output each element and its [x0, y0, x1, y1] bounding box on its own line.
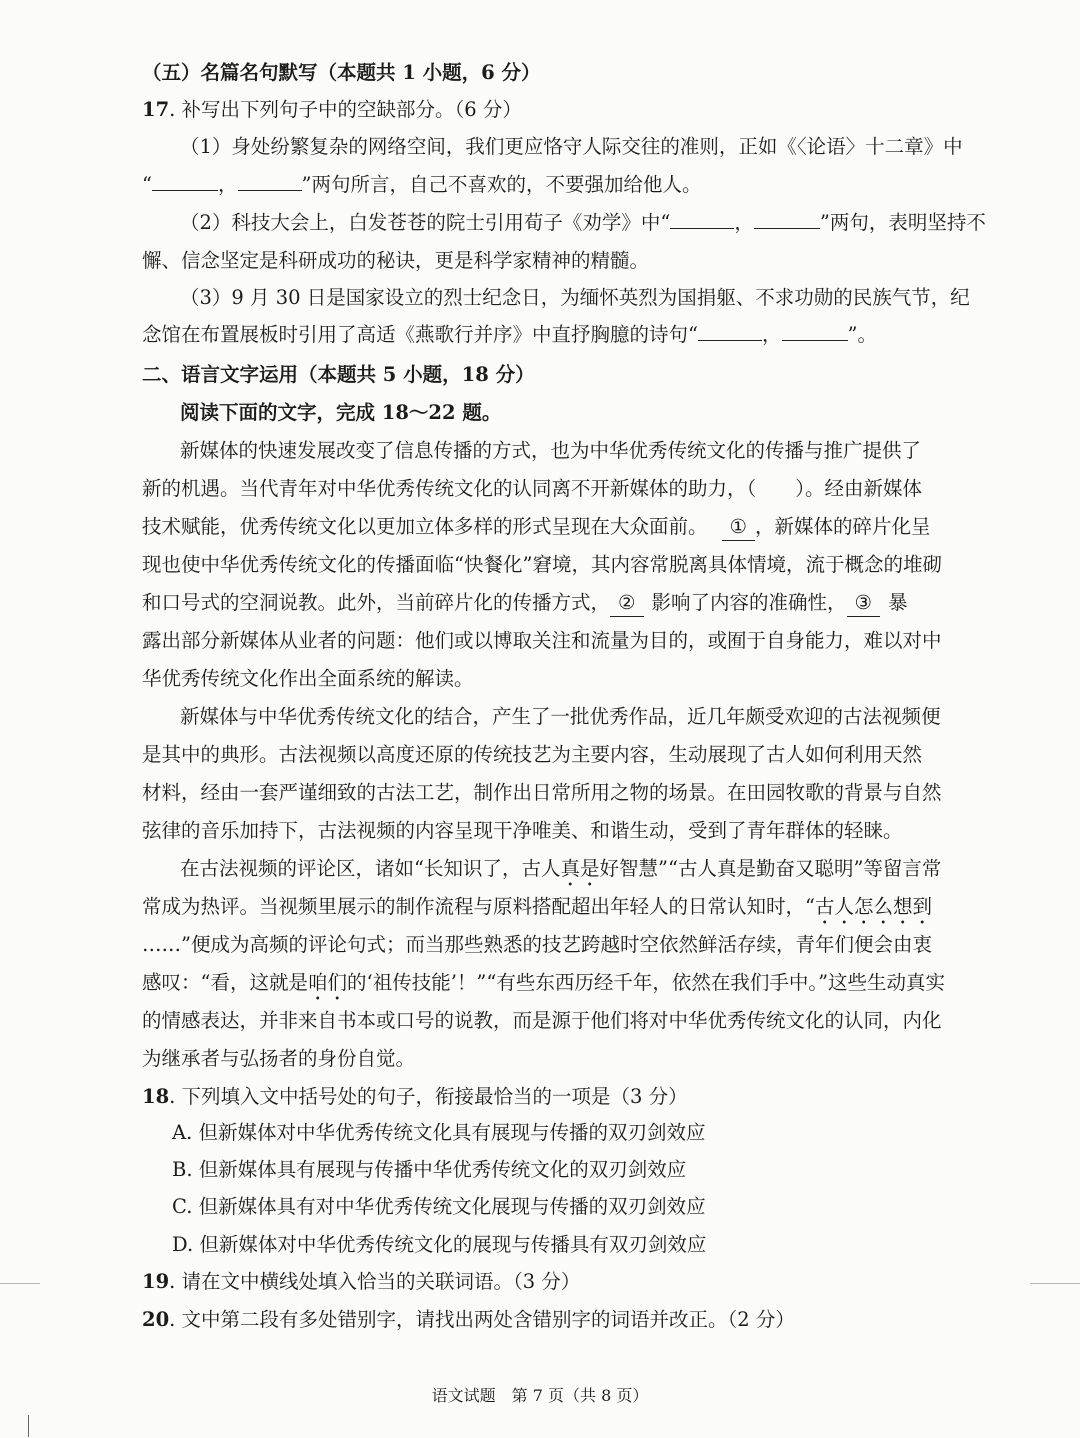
option-b[interactable]: B. 但新媒体具有展现与传播中华优秀传统文化的双刃剑效应	[172, 1158, 687, 1181]
scan-mark	[28, 1415, 29, 1437]
passage-line	[142, 590, 908, 617]
text-head: 和口号式的空洞说教。此外，当前碎片化的传播方式，	[142, 591, 611, 614]
comma: ，	[734, 211, 754, 234]
option-a[interactable]: A. 但新媒体对中华优秀传统文化具有展现与传播的双刃剑效应	[172, 1121, 706, 1144]
answer-blank[interactable]	[152, 172, 218, 191]
passage-line: 新媒体与中华优秀传统文化的结合，产生了一批优秀作品，近几年颇受欢迎的古法视频便	[180, 705, 941, 728]
page-footer: 语文试题 第 7 页（共 8 页）	[431, 1386, 649, 1405]
question-number: 17	[142, 98, 170, 121]
question-18-stem	[142, 1084, 688, 1110]
passage-line: 新媒体的快速发展改变了信息传播的方式，也为中华优秀传统文化的传播与推广提供了	[180, 439, 922, 462]
text-head: 感叹：“看，这就是	[142, 971, 308, 994]
answer-blank[interactable]	[238, 172, 302, 191]
passage-line: 为继承者与弘扬者的身份自觉。	[142, 1047, 416, 1070]
question-number: 20	[142, 1308, 170, 1331]
emphasis-dotted: 真是	[560, 857, 600, 880]
emphasis-dotted: 咱们	[307, 971, 347, 994]
text-mid: 影响了内容的准确性，	[651, 591, 847, 614]
passage-line: 现也使中华优秀传统文化的传播面临“快餐化”窘境，其内容常脱离具体情境，流于概念的堆砌	[142, 553, 942, 576]
text-tail: 好智慧”“古人真是勤奋又聪明”等留言常	[599, 857, 942, 880]
passage-line: 材料，经由一套严谨细致的古法工艺，制作出日常所用之物的场景。在田园牧歌的背景与自然	[142, 781, 942, 804]
blank-marker: ①	[729, 515, 747, 538]
fold-line-right	[1030, 1283, 1080, 1284]
passage-line: 弦律的音乐加持下，古法视频的内容呈现干净唯美、和谐生动，受到了青年群体的轻睐。	[142, 819, 903, 842]
question-text: . 下列填入文中括号处的句子，衔接最恰当的一项是（3 分）	[169, 1085, 688, 1108]
q17-sub2-line2: 懈、信念坚定是科研成功的秘诀，更是科学家精神的精髓。	[142, 249, 650, 272]
question-17-stem	[142, 97, 522, 123]
text-head: 技术赋能，优秀传统文化以更加立体多样的形式呈现在大众面前。	[142, 515, 708, 538]
quote-open: “	[142, 173, 152, 196]
blank-slot-3[interactable]	[847, 590, 880, 617]
passage-line: 露出部分新媒体从业者的问题：他们或以博取关注和流量为目的，或囿于自身能力，难以对中	[142, 629, 942, 652]
blank-marker: ②	[618, 591, 636, 614]
answer-blank[interactable]	[670, 210, 734, 229]
answer-blank[interactable]	[698, 322, 762, 341]
fold-line-left	[0, 1283, 40, 1284]
section-five-title: （五）名篇名句默写（本题共 1 小题，6 分）	[142, 61, 541, 84]
option-c[interactable]: C. 但新媒体具有对中华优秀传统文化展现与传播的双刃剑效应	[172, 1195, 706, 1218]
question-text: . 补写出下列句子中的空缺部分。（6 分）	[169, 98, 522, 121]
passage-line: 华优秀传统文化作出全面系统的解读。	[142, 667, 474, 690]
passage-line	[142, 970, 945, 1005]
passage-line	[142, 894, 932, 929]
option-d[interactable]: D. 但新媒体对中华优秀传统文化的展现与传播具有双刃剑效应	[172, 1233, 707, 1256]
comma: ，	[761, 323, 782, 346]
answer-blank[interactable]	[782, 322, 848, 341]
comma: ，	[217, 173, 238, 196]
passage-line: 新的机遇。当代青年对中华优秀传统文化的认同离不开新媒体的助力，（ ）。经由新媒体	[142, 477, 923, 500]
blank-marker: ③	[854, 591, 872, 614]
q17-sub3-line1: （3）9 月 30 日是国家设立的烈士纪念日，为缅怀英烈为国捐躯、不求功勋的民族气节，纪	[180, 286, 970, 309]
passage-line: 是其中的典形。古法视频以高度还原的传统技艺为主要内容，生动展现了古人如何利用天然	[142, 743, 923, 766]
q17-sub1-line1: （1）身处纷繁复杂的网络空间，我们更应恪守人际交往的准则，正如《〈论语〉十二章》中	[180, 135, 963, 158]
text-tail: 的‘祖传技能’！”“有些东西历经千年，依然在我们手中。”这些生动真实	[347, 971, 946, 994]
emphasis-dotted: 古人怎么想到	[814, 895, 932, 918]
text-head: （2）科技大会上，白发苍苍的院士引用荀子《劝学》中“	[180, 211, 671, 234]
passage-line: 的情感表达，并非来自书本或口号的说教，而是源于他们将对中华优秀传统文化的认同，内化	[142, 1009, 942, 1032]
reading-instruction: 阅读下面的文字，完成 18～22 题。	[180, 401, 502, 424]
question-text: . 请在文中横线处填入恰当的关联词语。（3 分）	[169, 1270, 581, 1293]
passage-line	[142, 514, 931, 541]
text-tail: ”两句所言，自己不喜欢的，不要强加给他人。	[301, 173, 702, 196]
question-19-stem	[142, 1269, 580, 1295]
text-head: 在古法视频的评论区，诸如“长知识了，古人	[180, 857, 561, 880]
question-20-stem	[142, 1307, 795, 1333]
blank-slot-1[interactable]	[722, 514, 755, 541]
question-text: . 文中第二段有多处错别字，请找出两处含错别字的词语并改正。（2 分）	[169, 1308, 795, 1331]
q17-sub3-line2	[142, 322, 877, 348]
q17-sub2-line1	[180, 210, 986, 236]
text-head: 常成为热评。当视频里展示的制作流程与原料搭配超出年轻人的日常认知时，“	[142, 895, 815, 918]
text-tail: ”。	[847, 323, 877, 346]
text-tail: 暴	[888, 591, 908, 614]
passage-line	[180, 856, 941, 891]
blank-slot-2[interactable]	[610, 590, 643, 617]
question-number: 18	[142, 1085, 170, 1108]
text-tail: ，新媒体的碎片化呈	[755, 515, 931, 538]
text-tail: ”两句，表明坚持不	[819, 211, 986, 234]
passage-line: ……”便成为高频的评论句式；而当那些熟悉的技艺跨越时空依然鲜活存续，青年们便会由衷	[142, 933, 932, 956]
text-head: 念馆在布置展板时引用了高适《燕歌行并序》中直抒胸臆的诗句“	[142, 323, 698, 346]
answer-blank[interactable]	[754, 210, 820, 229]
q17-sub1-line2	[142, 172, 701, 198]
question-number: 19	[142, 1270, 170, 1293]
section-two-title: 二、语言文字运用（本题共 5 小题，18 分）	[142, 363, 535, 386]
